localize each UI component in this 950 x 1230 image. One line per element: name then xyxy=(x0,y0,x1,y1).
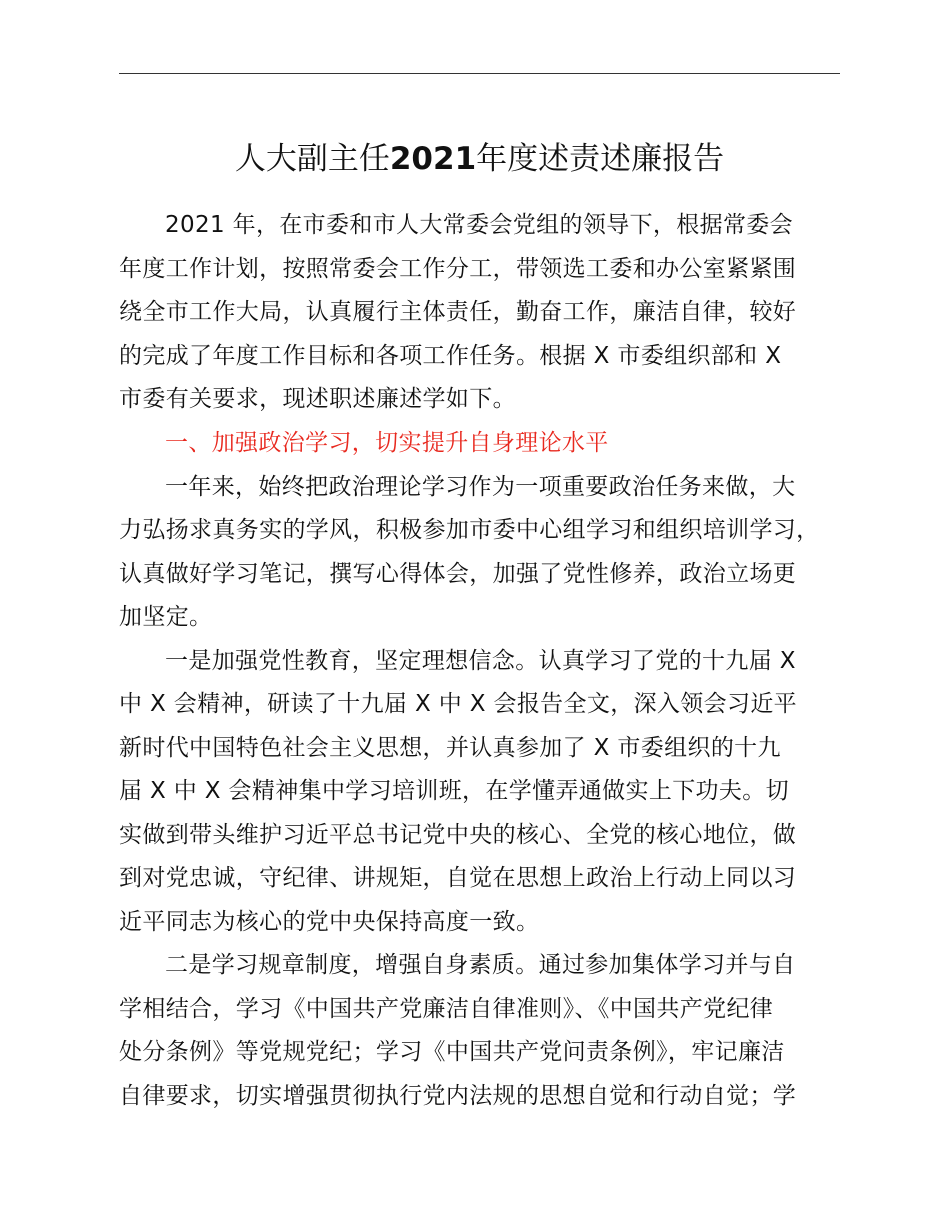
paragraph-line: 自律要求，切实增强贯彻执行党内法规的思想自觉和行动自觉；学 xyxy=(119,1083,797,1109)
paragraph-line: 新时代中国特色社会主义思想，并认真参加了 X 市委组织的十九 xyxy=(119,735,781,761)
paragraph-line: 认真做好学习笔记，撰写心得体会，加强了党性修养，政治立场更 xyxy=(119,561,797,587)
paragraph-line: 到对党忠诚，守纪律、讲规矩，自觉在思想上政治上行动上同以习 xyxy=(119,865,797,891)
title-suffix: 年度述责述廉报告 xyxy=(476,141,725,177)
paragraph-line: 年度工作计划，按照常委会工作分工，带领选工委和办公室紧紧围 xyxy=(119,256,797,282)
paragraph-line: 的完成了年度工作目标和各项工作任务。根据 X 市委组织部和 X xyxy=(119,343,782,369)
paragraph-line: 学相结合，学习《中国共产党廉洁自律准则》、《中国共产党纪律 xyxy=(119,996,774,1022)
paragraph-line: 一年来，始终把政治理论学习作为一项重要政治任务来做，大 xyxy=(165,474,796,500)
title-prefix: 人大副主任 xyxy=(234,141,390,177)
paragraph-line: 处分条例》等党规党纪；学习《中国共产党问责条例》，牢记廉洁 xyxy=(119,1039,785,1065)
title-year: 2021 xyxy=(389,141,477,177)
paragraph-line: 力弘扬求真务实的学风，积极参加市委中心组学习和组织培训学习， xyxy=(119,517,820,543)
paragraph-line: 加坚定。 xyxy=(119,604,213,630)
paragraph-line: 实做到带头维护习近平总书记党中央的核心、全党的核心地位，做 xyxy=(119,822,797,848)
header-rule xyxy=(119,73,840,74)
paragraph-line: 中 X 会精神，研读了十九届 X 中 X 会报告全文，深入领会习近平 xyxy=(119,691,798,717)
paragraph-line: 二是学习规章制度，增强自身素质。通过参加集体学习并与自 xyxy=(165,952,796,978)
paragraph-line: 2021 年，在市委和市人大常委会党组的领导下，根据常委会 xyxy=(165,212,793,238)
paragraph-line: 绕全市工作大局，认真履行主体责任，勤奋工作，廉洁自律，较好 xyxy=(119,299,797,325)
paragraph-line: 届 X 中 X 会精神集中学习培训班，在学懂弄通做实上下功夫。切 xyxy=(119,778,789,804)
paragraph-line: 近平同志为核心的党中央保持高度一致。 xyxy=(119,909,540,935)
page-title xyxy=(119,136,840,182)
paragraph-line: 一是加强党性教育，坚定理想信念。认真学习了党的十九届 X xyxy=(165,648,796,674)
section-heading: 一、加强政治学习，切实提升自身理论水平 xyxy=(165,430,609,456)
paragraph-line: 市委有关要求，现述职述廉述学如下。 xyxy=(119,386,516,412)
